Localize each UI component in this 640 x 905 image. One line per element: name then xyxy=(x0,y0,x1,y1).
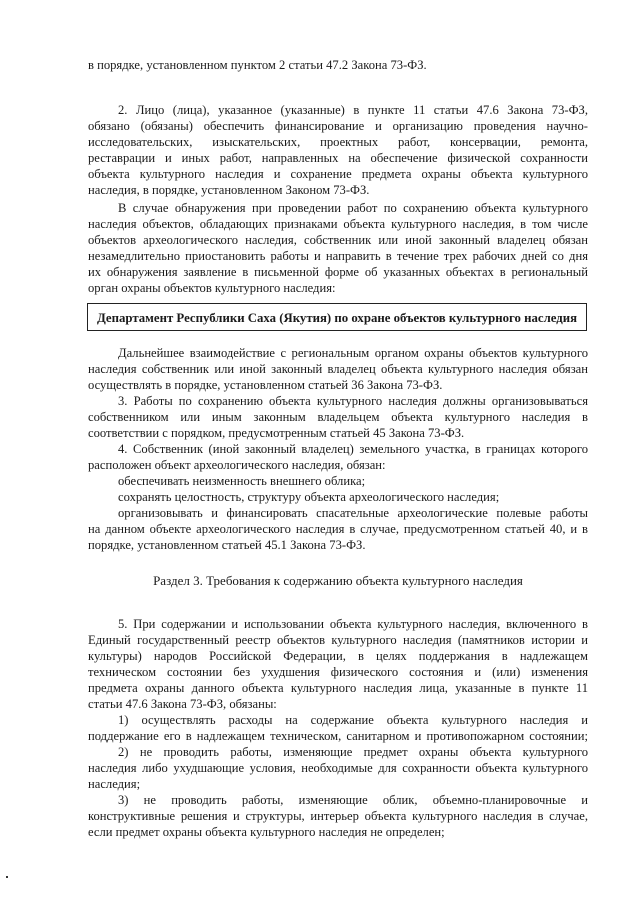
paragraph-line: конструктивные решения и структуры, интерьер объекта культурного наследия в случае, xyxy=(88,809,588,823)
paragraph-line: 1) осуществлять расходы на содержание объекта культурного наследия и xyxy=(118,713,588,727)
paragraph-line: незамедлительно приостановить работы и направить в течение трех рабочих дней со дня xyxy=(88,249,588,263)
paragraph-line: 5. При содержании и использовании объекта культурного наследия, включенного в xyxy=(118,617,588,631)
paragraph-line: 3. Работы по сохранению объекта культурного наследия должны организовываться xyxy=(118,394,588,408)
paragraph-line: если предмет охраны объекта культурного наследия не определен; xyxy=(88,825,445,839)
paragraph-line: 3) не проводить работы, изменяющие облик, объемно-планировочные и xyxy=(118,793,588,807)
paragraph-line: собственником или иным законным владельцем объекта культурного наследия в xyxy=(88,410,588,424)
paragraph-line: объекта культурного наследия и сохранение предмета охраны объекта культурного xyxy=(88,167,588,181)
paragraph-line: в порядке, установленном пунктом 2 статьи 47.2 Закона 73-ФЗ. xyxy=(88,58,427,72)
section-heading: Раздел 3. Требования к содержанию объекта культурного наследия xyxy=(153,573,523,588)
paragraph-line: исследовательских, изыскательских, проектных работ, консервации, ремонта, xyxy=(88,135,588,149)
paragraph-line: расположен объект археологического наследия, обязан: xyxy=(88,458,386,472)
authority-name: Департамент Республики Саха (Якутия) по охране объектов культурного наследия xyxy=(96,311,578,325)
paragraph-line: обеспечивать неизменность внешнего облика; xyxy=(118,474,366,488)
authority-box xyxy=(87,303,587,331)
paragraph-line: соответствии с порядком, предусмотренным статьей 45 Закона 73-ФЗ. xyxy=(88,426,465,440)
paragraph-line: наследия, в порядке, установленном Законом 73-ФЗ. xyxy=(88,183,370,197)
paragraph-line: организовывать и финансировать спасательные археологические полевые работы xyxy=(118,506,588,520)
paragraph-line: статьи 47.6 Закона 73-ФЗ, обязаны: xyxy=(88,697,277,711)
paragraph-line: поддержание его в надлежащем техническом, санитарном и противопожарном состоянии; xyxy=(88,729,588,743)
paragraph-line: техническом состоянии без ухудшения физического состояния и (или) изменения xyxy=(88,665,588,679)
paragraph-line: наследия объектов, обладающих признаками объекта культурного наследия, в том числе xyxy=(88,217,588,231)
paragraph-line: Единый государственный реестр объектов культурного наследия (памятников истории и xyxy=(88,633,588,647)
paragraph-line: культуры) народов Российской Федерации, в целях поддержания в надлежащем xyxy=(88,649,588,663)
paragraph-line: наследия собственник или иной законный владелец объекта культурного наследия обязан xyxy=(88,362,588,376)
paragraph-line: 2. Лицо (лица), указанное (указанные) в пункте 11 статьи 47.6 Закона 73-ФЗ, xyxy=(118,103,588,117)
paragraph-line: порядке, установленном статьей 45.1 Закона 73-ФЗ. xyxy=(88,538,366,552)
paragraph-line: Дальнейшее взаимодействие с региональным органом охраны объектов культурного xyxy=(118,346,588,360)
paragraph-line: обязано (обязаны) обеспечить финансирование и организацию проведения научно- xyxy=(88,119,588,133)
paragraph-line: на данном объекте археологического наследия в случае, предусмотренном статьей 40, и в xyxy=(88,522,588,536)
paragraph-line: 4. Собственник (иной законный владелец) земельного участка, в границах которого xyxy=(118,442,588,456)
paragraph-line: наследия либо ухудшающие условия, необходимые для сохранности объекта культурного xyxy=(88,761,588,775)
paragraph-line: их обнаружения заявление в письменной форме об указанных объектах в региональный xyxy=(88,265,588,279)
paragraph-line: наследия; xyxy=(88,777,141,791)
paragraph-line: 2) не проводить работы, изменяющие предмет охраны объекта культурного xyxy=(118,745,588,759)
paragraph-line: реставрации и иных работ, направленных на обеспечение физической сохранности xyxy=(88,151,588,165)
scan-speck xyxy=(6,876,8,878)
paragraph-line: предмета охраны данного объекта культурного наследия лица, указанные в пункте 11 xyxy=(88,681,588,695)
paragraph-line: сохранять целостность, структуру объекта археологического наследия; xyxy=(118,490,500,504)
paragraph-line: осуществлять в порядке, установленном статьей 36 Закона 73-ФЗ. xyxy=(88,378,443,392)
paragraph-line: объектов археологического наследия, собственник или иной законный владелец обязан xyxy=(88,233,588,247)
paragraph-line: орган охраны объектов культурного наследия: xyxy=(88,281,336,295)
paragraph-line: В случае обнаружения при проведении работ по сохранению объекта культурного xyxy=(118,201,588,215)
